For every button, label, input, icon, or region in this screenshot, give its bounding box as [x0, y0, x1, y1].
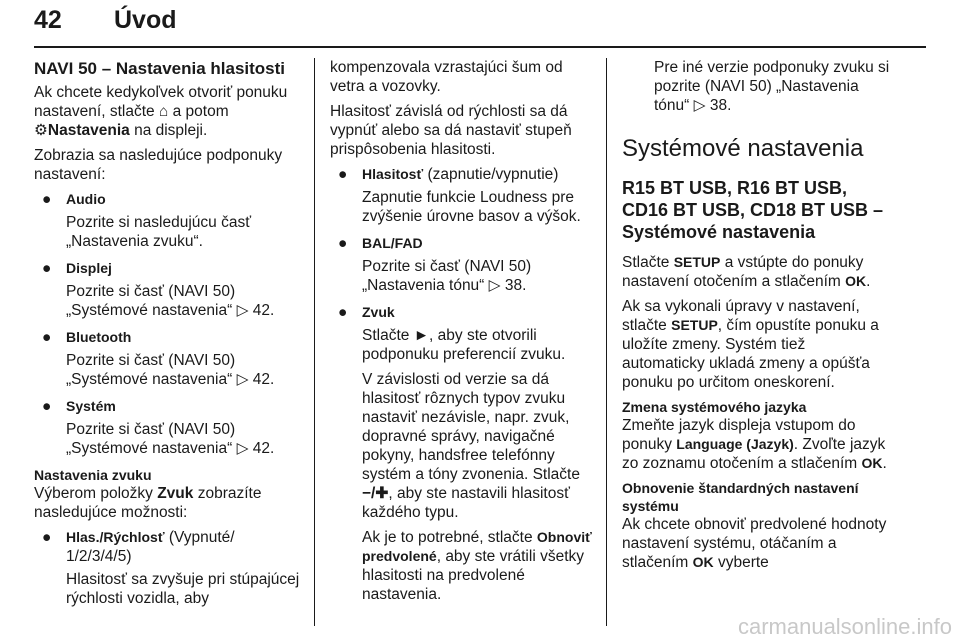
intro-text-c: na displeji. [129, 122, 208, 139]
home-icon: ⌂ [158, 103, 169, 120]
list-item [330, 303, 592, 604]
p1-c: a vstúpte do ponuky nastavení otočením a stlačením [622, 254, 864, 290]
page-number: 42 [34, 6, 62, 34]
item-desc [362, 528, 592, 604]
bullet: ● [42, 191, 52, 208]
list-item [34, 528, 302, 608]
submenu-intro: Zobrazia sa nasledujúce podponuky nastavení: [34, 147, 283, 183]
list-item [34, 328, 302, 389]
p3-c: . Zvoľte jazyk zo zoznamu otočením a stlačením [622, 436, 886, 472]
gear-icon: ⚙ [34, 122, 48, 139]
item-desc: Zapnutie funkcie Loudness pre zvýšenie úrovne basov a výšok. [362, 189, 581, 225]
bullet: ● [42, 329, 52, 346]
language-label: Language (Jazyk) [676, 436, 794, 452]
item-title: Systém [66, 398, 116, 414]
ok-label: OK [692, 554, 714, 570]
item-title: Bluetooth [66, 329, 132, 345]
p1-e: . [866, 273, 871, 290]
intro-text-b: a potom [168, 103, 229, 120]
subsection-title-models: R15 BT USB, R16 BT USB, CD16 BT USB, CD18 BT USB – Systémové nastavenia [622, 178, 884, 242]
p4-c: vyberte [713, 554, 769, 571]
header-rule [34, 46, 926, 48]
zvuk-text-b: , aby ste otvorili podponuku preferencií zvuku. [362, 327, 566, 363]
item-desc: Pozrite si časť (NAVI 50) „Systémové nastavenia“ ▷ 42. [66, 352, 275, 388]
reset-heading: Obnovenie štandardných nastavení systému [622, 480, 859, 514]
zvuk-p3-c: , aby ste vrátili všetky hlasitosti na predvolené nastavenia. [362, 548, 584, 603]
restore-defaults-label: Obnoviť predvolené [362, 529, 592, 564]
p4-a: Ak chcete obnoviť predvolené hodnoty nastavení systému, otáčaním a stlačením [622, 516, 887, 571]
p1-a: Stlačte [622, 254, 674, 271]
item-desc: Pozrite si časť (NAVI 50) „Systémové nastavenia“ ▷ 42. [66, 421, 275, 457]
tone-reference: Pre iné verzie podponuky zvuku si pozrite (NAVI 50) „Nastavenia tónu“ ▷ 38. [654, 59, 890, 114]
bullet: ● [42, 529, 52, 546]
item-title-line [362, 165, 592, 184]
item-title: Displej [66, 260, 112, 276]
list-item [34, 259, 302, 320]
minus-plus-icon: −/✚ [362, 485, 389, 502]
intro-text-a: Ak chcete kedykoľvek otvoriť ponuku nastavení, stlačte [34, 84, 288, 120]
bullet: ● [338, 304, 348, 321]
ok-label: OK [861, 455, 883, 471]
list-item [330, 234, 592, 295]
save-paragraph [622, 297, 892, 392]
ok-label: OK [845, 273, 867, 289]
p3-a: Zmeňte jazyk displeja vstupom do ponuky [622, 417, 856, 453]
column-1 [34, 58, 302, 616]
setup-label: SETUP [673, 254, 721, 270]
page-header [34, 6, 926, 46]
item-title: Hlas./Rýchlosť [66, 529, 165, 545]
zvuk-text-a: Stlačte [362, 327, 414, 344]
subsection-title-sound: Nastavenia zvuku [34, 467, 152, 483]
list-item [34, 397, 302, 458]
item-title-line [66, 528, 302, 566]
sound-intro-b: Zvuk [157, 485, 194, 502]
bullet: ● [42, 398, 52, 415]
bullet: ● [338, 235, 348, 252]
reset-paragraph [622, 515, 892, 572]
item-desc [362, 370, 592, 522]
chapter-title: Úvod [114, 6, 177, 34]
watermark: carmanualsonline.info [737, 614, 952, 639]
p2-c: , čím opustíte ponuku a uložíte zmeny. Systém tiež automaticky ukladá zmeny a opúšťa ponuku po určitom oneskorení. [622, 317, 879, 391]
continuation-text: kompenzovala vzrastajúci šum od vetra a vozovky. [330, 59, 563, 95]
language-paragraph [622, 416, 892, 473]
item-title-extra: (Vypnuté/ 1/2/3/4/5) [66, 529, 235, 565]
column-divider [314, 58, 315, 626]
column-2 [330, 58, 592, 612]
zvuk-p2-a: V závislosti od verzie sa dá hlasitosť rôznych typov zvuku nastaviť nezávisle, napr. zvuk, dopravné správy, navigačné pokyny, handsfree telefónny systém a tóny zvonenia. Stlačte [362, 371, 580, 483]
item-title: Hlasitosť [362, 166, 424, 182]
item-desc: Pozrite si časť (NAVI 50) „Systémové nastavenia“ ▷ 42. [66, 283, 275, 319]
bullet: ● [338, 166, 348, 183]
item-title-extra: (zapnutie/vypnutie) [423, 166, 559, 183]
item-title: Zvuk [362, 304, 395, 320]
list-item [330, 165, 592, 226]
p3-e: . [882, 455, 887, 472]
continuation-text: Hlasitosť závislá od rýchlosti sa dá vypnúť alebo sa dá nastaviť stupeň prispôsobenia hlasitosti. [330, 103, 572, 158]
setup-label: SETUP [671, 317, 718, 333]
play-icon: ► [413, 327, 430, 344]
sound-intro [34, 484, 302, 522]
setup-paragraph [622, 253, 892, 291]
item-desc [362, 326, 592, 364]
bullet: ● [42, 260, 52, 277]
zvuk-p2-b: , aby ste nastavili hlasitosť každého typu. [362, 485, 570, 521]
sound-intro-a: Výberom položky [34, 485, 158, 502]
item-desc: Pozrite si časť (NAVI 50) „Nastavenia tónu“ ▷ 38. [362, 258, 532, 294]
p2-a: Ak sa vykonali úpravy v nastavení, stlačte [622, 298, 860, 334]
sound-intro-c: zobrazíte nasledujúce možnosti: [34, 485, 262, 521]
item-desc: Pozrite si nasledujúcu časť „Nastavenia zvuku“. [66, 214, 252, 250]
nastavenia-label: Nastavenia [47, 122, 130, 139]
item-title: BAL/FAD [362, 235, 423, 251]
item-title: Audio [66, 191, 106, 207]
section-title-volume: NAVI 50 – Nastavenia hlasitosti [34, 59, 286, 78]
column-3 [622, 58, 892, 578]
item-desc: Hlasitosť sa zvyšuje pri stúpajúcej rýchlosti vozidla, aby [66, 571, 300, 607]
language-heading: Zmena systémového jazyka [622, 399, 807, 415]
column-divider [606, 58, 607, 626]
zvuk-p3-a: Ak je to potrebné, stlačte [362, 529, 537, 546]
section-title-system: Systémové nastavenia [622, 135, 864, 162]
intro-paragraph [34, 83, 302, 140]
list-item [34, 190, 302, 251]
